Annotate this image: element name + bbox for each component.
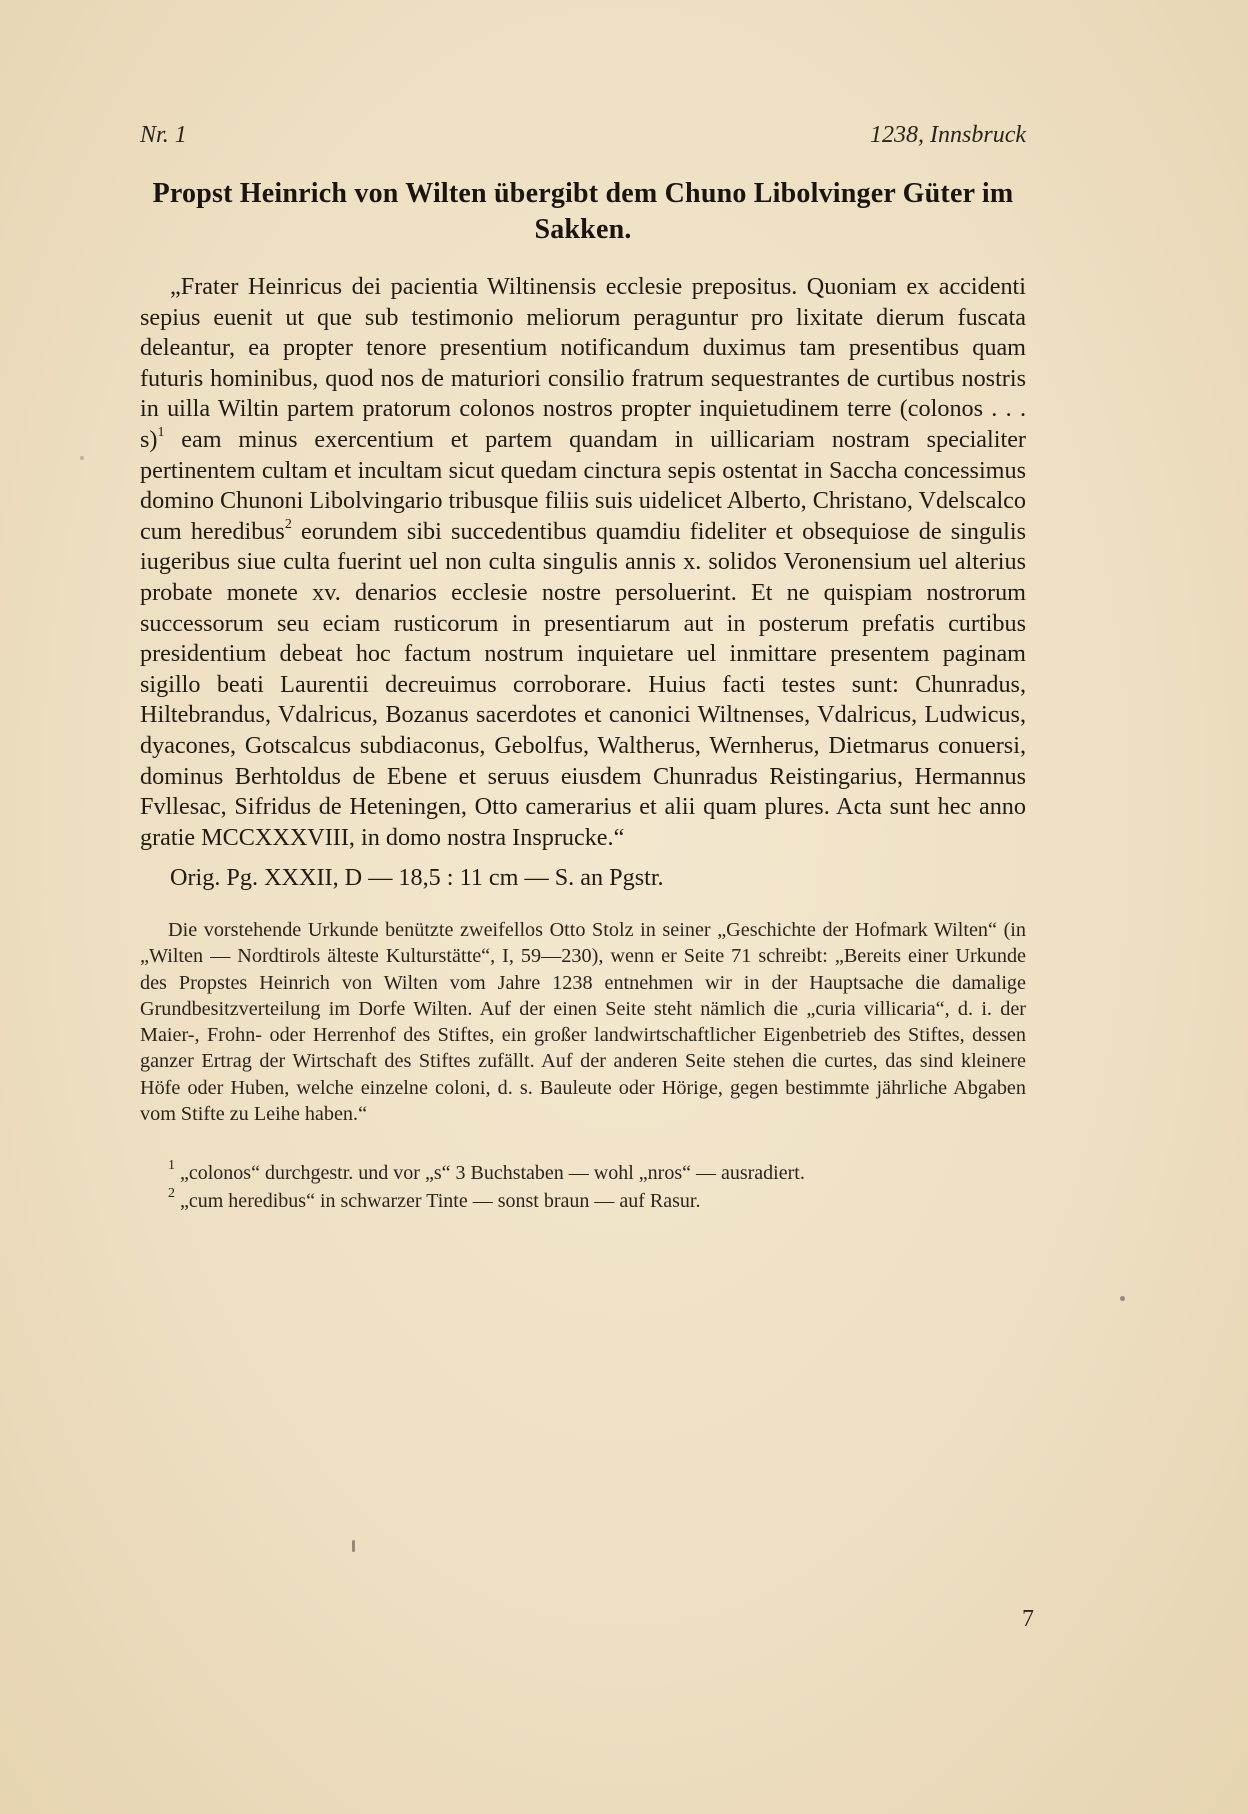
footnote-marker-1[interactable]: 1	[157, 424, 165, 440]
footnote-1	[140, 1159, 1026, 1187]
footnote-marker-2[interactable]: 2	[284, 516, 292, 532]
charter-text-part-1: „Frater Heinricus dei pacientia Wiltinensis ecclesie prepositus. Quoniam ex accidenti sepius euenit ut que sub testimonio meliorum peraguntur pro lixitate dierum fuscata deleantur, ea propter tenore presentium notificandum duximus tam presentibus quam futuris hominibus, quod nos de maturiori consilio fratrum sequestrantes de curtibus nostris in uilla Wiltin partem pratorum colonos nostros propter inquietudinem terre (colonos . . . s)	[140, 273, 1026, 453]
document-title: Propst Heinrich von Wilten übergibt dem Chuno Libolvinger Güter im Sakken.	[152, 178, 1014, 245]
document-date-place: 1238, Innsbruck	[870, 122, 1026, 148]
document-number: Nr. 1	[140, 122, 187, 148]
page-number: 7	[1022, 1606, 1034, 1632]
footnote-1-marker: 1	[168, 1158, 175, 1174]
charter-text-part-2: eam minus exercentium et partem quandam in uillicariam nostram specialiter pertinentem cultam et incultam sicut quedam cinctura sepis ostentat in Saccha concessimus domino Chunoni Libolvingario tribusque filiis suis uidelicet Alberto, Christano, Vdelscalco cum heredibus	[140, 425, 1026, 545]
paper-speck	[1120, 1296, 1125, 1301]
commentary-paragraph: Die vorstehende Urkunde benützte zweifellos Otto Stolz in seiner „Geschichte der Hofmark Wilten“ (in „Wilten — Nordtirols älteste Kulturstätte“, I, 59—230), wenn er Seite 71 schreibt: „Bereits einer Urkunde des Propstes Heinrich von Wilten vom Jahre 1238 entnehmen wir in der Hauptsache die damalige Grundbesitzverteilung im Dorfe Wilten. Auf der einen Seite steht nämlich die „curia villicaria“, d. i. der Maier-, Frohn- oder Herrenhof des Stiftes, ein großer landwirtschaftlicher Eigenbetrieb des Stiftes, dessen ganzer Ertrag der Wirtschaft des Stiftes zufällt. Auf der anderen Seite stehen die curtes, das sind kleinere Höfe oder Huben, welche einzelne coloni, d. s. Bauleute oder Hörige, gegen bestimmte jährliche Abgaben vom Stifte zu Leihe haben.“	[140, 919, 1026, 1125]
paper-speck	[80, 456, 84, 460]
charter-text	[140, 272, 1026, 853]
page-header	[140, 120, 1026, 150]
footnote-2-text: „cum heredibus“ in schwarzer Tinte — sonst braun — auf Rasur.	[175, 1189, 701, 1212]
footnote-1-text: „colonos“ durchgestr. und vor „s“ 3 Buchstaben — wohl „nros“ — ausradiert.	[175, 1161, 805, 1184]
paper-speck	[352, 1540, 355, 1552]
footnotes	[140, 1159, 1026, 1215]
footnote-2	[140, 1187, 1026, 1215]
charter-text-part-3: eorundem sibi succedentibus quamdiu fideliter et obsequiose de singulis iugeribus siue culta fuerint uel non culta singulis annis x. solidos Veronensium uel alterius probate monete xv. denarios ecclesie nostre persoluerint. Et ne quispiam nostrorum successorum seu eciam rusticorum in presentiarum aut in posterum prefatis curtibus presidentium debeat hoc factum nostrum inquietare uel inmittare presentem paginam sigillo beati Laurentii decreuimus corroborare. Huius facti testes sunt: Chunradus, Hiltebrandus, Vdalricus, Bozanus sacerdotes et canonici Wiltnenses, Vdalricus, Ludwicus, dyacones, Gotscalcus subdiaconus, Gebolfus, Waltherus, Wernherus, Dietmarus conuersi, dominus Berhtoldus de Ebene et seruus eiusdem Chunradus Reistingarius, Hermannus Fvllesac, Sifridus de Heteningen, Otto camerarius et alii quam plures. Acta sunt hec anno gratie MCCXXXVIII, in domo nostra Inspruckе.“	[140, 517, 1026, 851]
footnote-2-marker: 2	[168, 1186, 175, 1202]
origin-line: Orig. Pg. XXXII, D — 18,5 : 11 cm — S. an Pgstr.	[170, 864, 664, 892]
document-page	[140, 120, 1026, 1215]
